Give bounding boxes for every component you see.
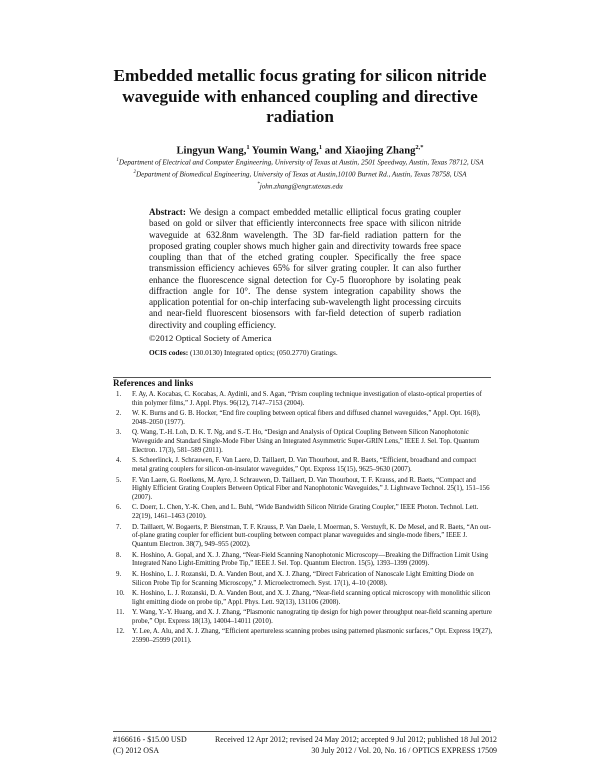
reference-number: 12. [116, 628, 125, 636]
reference-text: Q. Wang, T.-H. Loh, D. K. T. Ng, and S.-T. Ho, “Design and Analysis of Optical Coupling Between Silicon Nanophotonic Waveguide and Standard Single-Mode Fiber Using an Integrated Asymmetric Super-GRIN Lens,” IEEE J. Sel. Top. Quantum Electron. 17(3), 581–589 (2011). [132, 429, 480, 454]
author-name: Lingyun Wang, [176, 145, 247, 157]
author-affil-mark: 1 [246, 144, 250, 151]
affiliations [95, 156, 505, 191]
abstract-label: Abstract: [149, 207, 186, 217]
reference-list [113, 391, 493, 648]
author-affil-mark: 1 [318, 144, 323, 151]
ocis-label: OCIS codes: [149, 348, 189, 357]
reference-number: 10. [116, 589, 125, 597]
reference-item [113, 552, 493, 570]
reference-text: K. Hoshino, L. J. Rozanski, D. A. Vanden Bout, and X. J. Zhang, “Direct Fabrication of Nanoscale Light Emitting Diode on Silicon Probe Tip for Scanning Microscopy,” J. Microelectromech. Syst. 17(1), 4–10 (2008). [132, 570, 474, 587]
reference-number: 8. [116, 551, 122, 559]
reference-item [113, 571, 493, 589]
email-mark: * [257, 181, 260, 187]
affiliation-mark: 1 [116, 158, 119, 163]
reference-number: 5. [116, 476, 122, 484]
footer-copyright: (C) 2012 OSA [113, 745, 160, 755]
reference-text: W. K. Burns and G. B. Hocker, “End fire coupling between optical fibers and diffused channel waveguides,” Appl. Opt. 16(8), 2048–2050 (1977). [132, 410, 481, 426]
reference-text: F. Ay, A. Kocabas, C. Kocabas, A. Aydinli, and S. Agan, “Prism coupling technique investigation of elasto-optical properties of thin polymer films,” J. Appl. Phys. 96(12), 7147–7153 (2004). [132, 391, 482, 407]
author-name: Youmin Wang, [251, 145, 319, 157]
ocis-codes [149, 347, 461, 358]
footer-row-1 [113, 735, 497, 746]
affiliation-text: Department of Biomedical Engineering, University of Texas at Austin,10100 Burnet Rd., Austin, Texas 78758, USA [135, 170, 467, 179]
affiliation-2 [95, 168, 505, 180]
reference-number: 6. [116, 504, 122, 512]
reference-number: 7. [116, 523, 122, 531]
reference-text: D. Taillaert, W. Bogaerts, P. Bienstman, T. F. Krauss, P. Van Daele, I. Moerman, S. Verstuyft, K. De Mesel, and R. Baets, “An out-of-plane grating coupler for efficient butt-coupling between compact planar waveguides and single-mode fibers,” IEEE J. Quantum Electron. 38(7), 949–955 (2002). [132, 523, 491, 549]
journal-citation: 30 July 2012 / Vol. 20, No. 16 / OPTICS EXPRESS 17509 [311, 745, 497, 755]
reference-item [113, 628, 493, 646]
reference-item [113, 590, 493, 608]
publication-history: Received 12 Apr 2012; revised 24 May 2012; accepted 9 Jul 2012; published 18 Jul 2012 [214, 735, 497, 744]
ocis-text: (130.0130) Integrated optics; (050.2770) Gratings. [189, 348, 338, 357]
footer-row-2 [113, 746, 497, 757]
footer-divider [113, 731, 491, 732]
reference-number: 4. [116, 457, 122, 465]
reference-text: F. Van Laere, G. Roelkens, M. Ayre, J. Schrauwen, D. Taillaert, D. Van Thourhout, T. F. Krauss, and R. Baets, “Compact and Highly Efficient Grating Couplers Between Optical Fiber and Nanophotonic Waveguides,” J. Lightwave Technol. 25(1), 151–156 (2007). [132, 476, 490, 501]
reference-item [113, 457, 493, 475]
reference-item [113, 477, 493, 503]
email-link[interactable]: john.zhang@engr.utexas.edu [259, 181, 343, 190]
reference-number: 3. [116, 429, 122, 437]
author-affil-mark: 2,* [415, 144, 424, 151]
abstract-copyright: ©2012 Optical Society of America [149, 332, 272, 343]
reference-item [113, 609, 493, 627]
reference-text: C. Doerr, L. Chen, Y.-K. Chen, and L. Buhl, “Wide Bandwidth Silicon Nitride Grating Coupler,” IEEE Photon. Technol. Lett. 22(19), 1461–1463 (2010). [132, 504, 479, 521]
reference-item [113, 429, 493, 455]
reference-number: 9. [116, 570, 122, 578]
abstract-text: We design a compact embedded metallic elliptical focus grating coupler based on gold or silver that efficiently interconnects free space with silicon nitride waveguide at 632.8nm wavelength. The 3D far-field radiation pattern for the proposed grating coupler shows much higher gain and directivity towards free space coupling than that of the etched grating coupler. Specifically the free space transmission efficiency achieves 65% for silver grating coupler. It can also further enhance the fluorescence signal detection for Cy-5 fluorophore by isolating peak diffraction angle for 10°. The dense system integration capability shows the application potential for on-chip interfacing sub-wavelength light processing circuits and near-field fluorescent biosensors with far-field detection of superb radiation directivity and coupling efficiency. [149, 207, 461, 330]
references-heading: References and links [113, 378, 194, 388]
corresponding-email[interactable] [95, 180, 505, 192]
affiliation-text: Department of Electrical and Computer Engineering, University of Texas at Austin, 2501 Speedway, Austin, Texas 78712, USA [118, 158, 484, 167]
reference-text: K. Hoshino, L. J. Rozanski, D. A. Vanden Bout, and X. J. Zhang, “Near-field scanning optical microscopy with monolithic silicon light emitting diode on probe tip,” Appl. Phys. Lett. 92(13), 131106 (2008). [132, 589, 491, 606]
reference-item [113, 391, 493, 409]
reference-number: 1. [116, 391, 122, 398]
author-name: and Xiaojing Zhang [324, 145, 416, 157]
reference-item [113, 524, 493, 550]
reference-item [113, 410, 493, 428]
reference-number: 2. [116, 410, 122, 418]
reference-text: Y. Wang, Y.-Y. Huang, and X. J. Zhang, “Plasmonic nanograting tip design for high power throughput near-field scanning aperture probe,” Opt. Express 18(13), 14004–14011 (2010). [132, 609, 492, 625]
reference-text: K. Hoshino, A. Gopal, and X. J. Zhang, “Near-Field Scanning Nanophotonic Microscopy—Breaking the Diffraction Limit Using Integrated Nano Light-Emitting Probe Tip,” IEEE J. Sel. Top. Quantum Electron. 15(5), 1393–1399 (2009). [132, 551, 489, 568]
paper-title: Embedded metallic focus grating for silicon nitride waveguide with enhanced coupling and directive radiation [113, 66, 487, 126]
affiliation-mark: 2 [133, 169, 136, 175]
reference-item [113, 504, 493, 522]
page-footer [113, 735, 497, 756]
article-id-price: #166616 - $15.00 USD [113, 735, 187, 744]
affiliation-1 [95, 156, 505, 168]
abstract [149, 207, 461, 358]
reference-text: Y. Lee, A. Alu, and X. J. Zhang, “Efficient apertureless scanning probes using patterned plasmonic surfaces,” Opt. Express 19(27), 25990–25999 (2011). [132, 628, 493, 645]
abstract-body [149, 207, 461, 331]
reference-number: 11. [116, 609, 125, 617]
reference-text: S. Scheerlinck, J. Schrauwen, F. Van Laere, D. Taillaert, D. Van Thourhout, and R. Baets, “Efficient, broadband and compact metal grating couplers for silicon-on-insulator waveguides,” Opt. Express 15(15), 9625–9630 (2007). [132, 457, 477, 474]
